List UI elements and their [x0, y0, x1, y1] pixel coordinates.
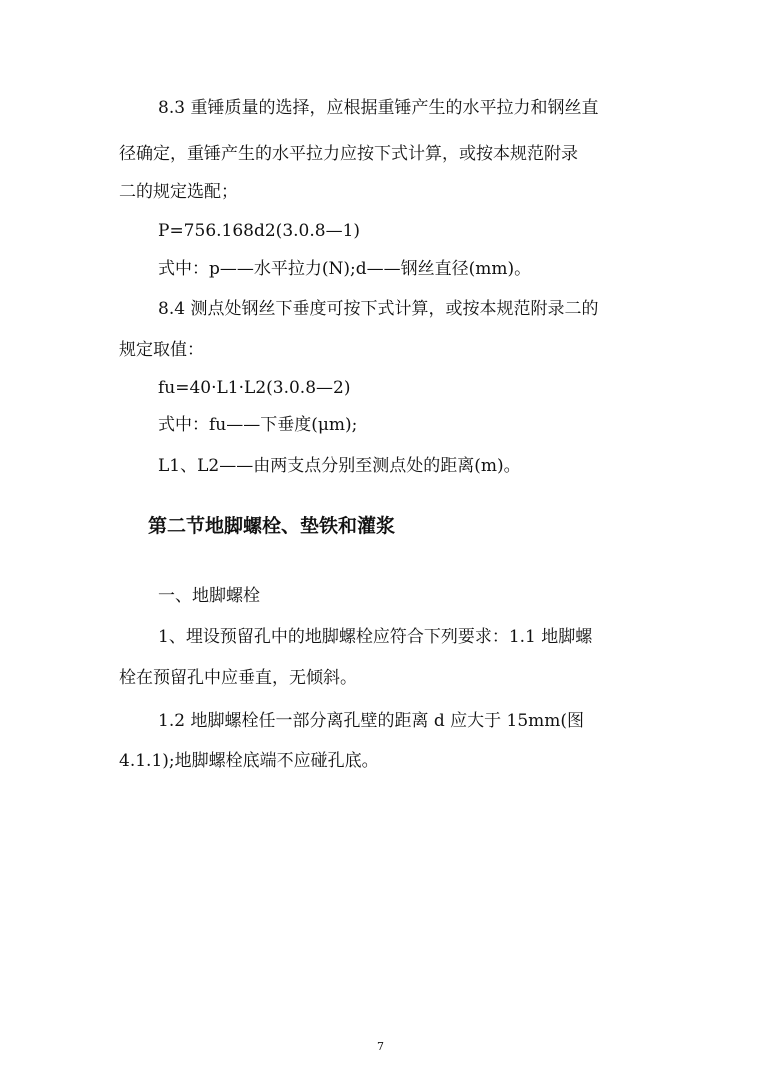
paragraph-line: 式中：fu——下垂度(μm); [158, 415, 358, 435]
paragraph-line: 8.3 重锤质量的选择，应根据重锤产生的水平拉力和钢丝直 [158, 98, 599, 118]
paragraph-line: 式中：p——水平拉力(N);d——钢丝直径(mm)。 [158, 259, 532, 279]
paragraph-line: 4.1.1);地脚螺栓底端不应碰孔底。 [119, 751, 379, 771]
paragraph-line: 规定取值： [119, 340, 204, 360]
paragraph-line: 径确定，重锤产生的水平拉力应按下式计算，或按本规范附录 [119, 144, 578, 164]
paragraph-line: 1.2 地脚螺栓任一部分离孔壁的距离 d 应大于 15mm(图 [158, 711, 585, 731]
paragraph-line: 栓在预留孔中应垂直，无倾斜。 [119, 668, 357, 688]
paragraph-line: 8.4 测点处钢丝下垂度可按下式计算，或按本规范附录二的 [158, 299, 599, 319]
formula-line: P=756.168d2(3.0.8—1) [158, 221, 361, 241]
subsection-title: 一、地脚螺栓 [158, 586, 260, 606]
paragraph-line: L1、L2——由两支点分别至测点处的距离(m)。 [158, 456, 521, 476]
formula-line: fu=40·L1·L2(3.0.8—2) [158, 378, 351, 398]
page-number: 7 [377, 1040, 384, 1053]
paragraph-line: 二的规定选配； [119, 182, 238, 202]
section-heading: 第二节地脚螺栓、垫铁和灌浆 [148, 515, 396, 537]
paragraph-line: 1、埋设预留孔中的地脚螺栓应符合下列要求：1.1 地脚螺 [158, 627, 593, 647]
